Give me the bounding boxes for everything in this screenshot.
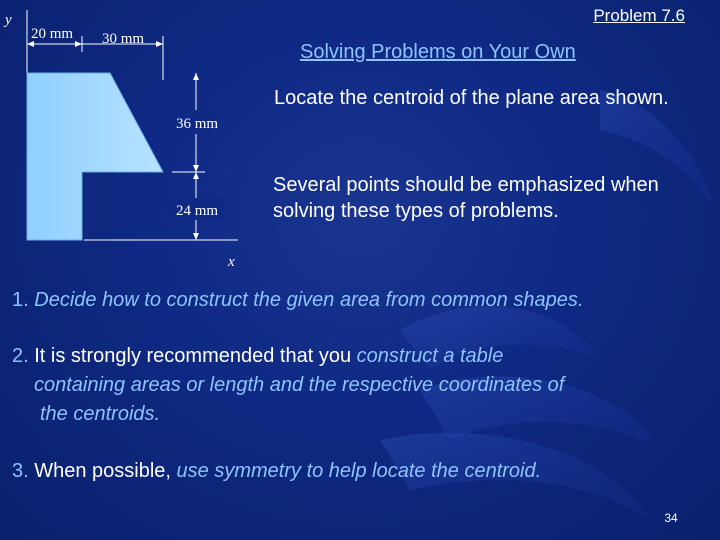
dim-arrow-36-top	[193, 73, 199, 80]
dim-arrow-24-bottom	[193, 233, 199, 240]
plane-area-shape	[27, 73, 163, 240]
step-highlight: construct a table	[356, 345, 504, 367]
step-3	[12, 457, 712, 486]
step-number: 2.	[12, 345, 29, 367]
dim-label-20mm: 20 mm	[31, 26, 74, 42]
step-2	[12, 342, 702, 429]
dim-label-24mm: 24 mm	[176, 203, 219, 219]
step-highlight: use symmetry to help locate the centroid.	[176, 460, 542, 482]
dim-arrow-36-bottom	[193, 165, 199, 172]
dim-arrow-right	[75, 41, 82, 47]
emphasis-statement: Several points should be emphasized when solving these types of problems.	[273, 174, 659, 222]
problem-statement: Locate the centroid of the plane area shown.	[274, 87, 669, 109]
step-number: 3.	[12, 460, 29, 482]
step-highlight-line: the centroids.	[40, 403, 161, 425]
step-highlight-line: containing areas or length and the respective coordinates of	[34, 374, 565, 396]
page-number: 34	[664, 511, 678, 525]
dim-arrow-30mm	[156, 41, 163, 47]
step-text: It is strongly recommended that you	[34, 345, 357, 367]
dim-arrow-24-top	[193, 172, 199, 179]
step-text: When possible,	[34, 460, 177, 482]
y-axis-label: y	[5, 12, 12, 28]
area-figure	[0, 0, 260, 275]
step-number: 1.	[12, 289, 29, 311]
dim-label-36mm: 36 mm	[176, 116, 219, 132]
slide-subtitle: Solving Problems on Your Own	[300, 41, 576, 63]
step-1	[12, 286, 712, 315]
dim-label-30mm: 30 mm	[102, 31, 145, 47]
problem-title: Problem 7.6	[593, 6, 685, 25]
x-axis-label: x	[228, 254, 235, 270]
step-text: Decide how to construct the given area from common shapes.	[34, 289, 584, 311]
